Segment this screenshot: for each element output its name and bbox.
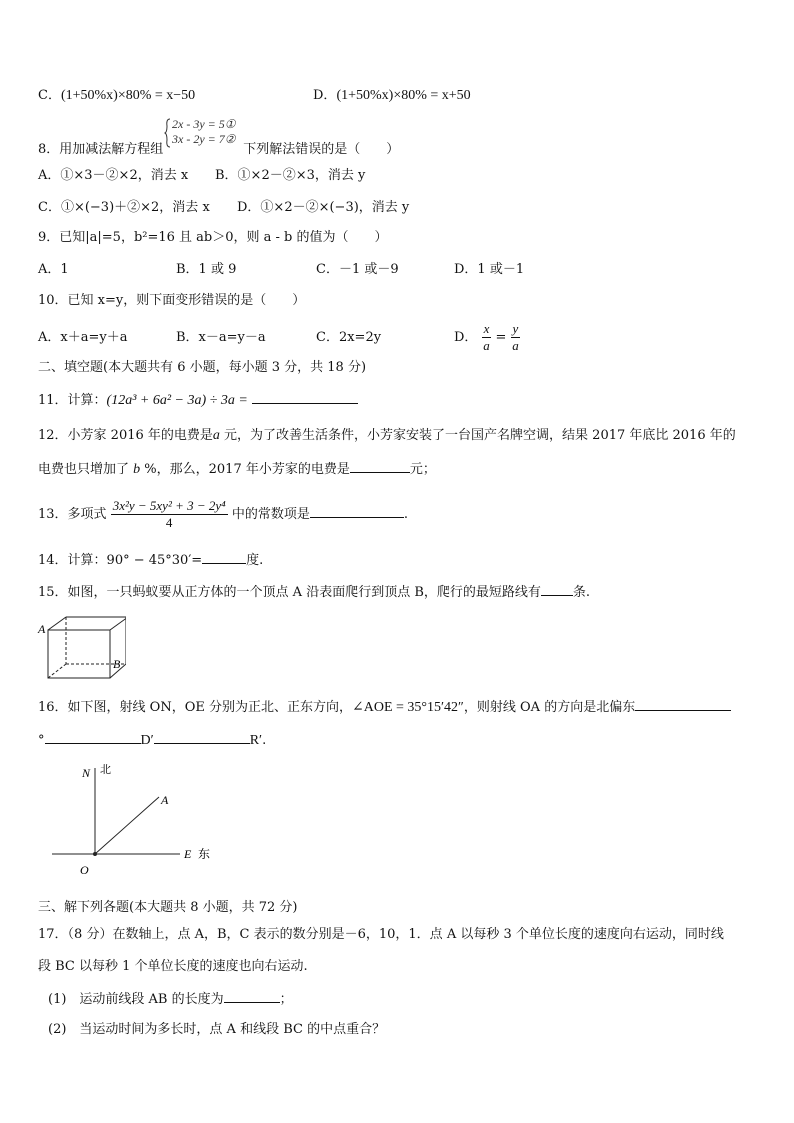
q9-option-c: C．－1 或－9 <box>316 262 399 277</box>
q8-option-c: C．①×(−3)＋②×2，消去 x <box>38 200 210 215</box>
cube-label-b: B <box>113 657 121 671</box>
q8-option-a: A．①×3－②×2，消去 x <box>38 168 189 183</box>
q11-expr: (12a³ + 6a² − 3a) ÷ 3a = <box>106 393 248 408</box>
q17-sub-2: (2) 当运动时间为多长时，点 A 和线段 BC 的中点重合？ <box>48 1022 386 1037</box>
q12-answer-blank[interactable] <box>350 459 410 473</box>
q16-degree-blank[interactable] <box>635 697 731 711</box>
q12-line-2: 电费也只增加了 b %，那么，2017 年小芳家的电费是 元； <box>38 459 436 479</box>
q8-question: 8．用加减法解方程组 下列解法错误的是（ ） <box>38 142 400 157</box>
q16-line-1: 16．如下图，射线 ON，OE 分别为正北、正东方向，∠AOE = 35°15′42″，则射线 OA 的方向是北偏东 <box>38 697 731 717</box>
q11-question: 11．计算：(12a³ + 6a² − 3a) ÷ 3a = <box>38 390 358 410</box>
q15-question: 15．如图，一只蚂蚁要从正方体的一个顶点 A 沿表面爬行到顶点 B，爬行的最短路线有 条. <box>38 582 590 602</box>
q10-option-d: D． $\frac{x}{a}$ = $\frac{y}{a}$ <box>454 321 519 353</box>
fig-label-n: N <box>82 766 91 780</box>
direction-figure <box>50 760 220 880</box>
section-2-heading: 二、填空题(本大题共有 6 小题，每小题 3 分，共 18 分) <box>38 360 367 375</box>
q9-option-d: D．1 或－1 <box>454 262 525 277</box>
q17-sub-1-blank[interactable] <box>224 989 280 1003</box>
fig-label-e: E <box>184 847 192 861</box>
q17-sub-1: (1) 运动前线段 AB 的长度为 ； <box>48 989 293 1009</box>
q8-option-b: B．①×2－②×3，消去 y <box>215 168 366 183</box>
q16-line-2: ° D′ R′. <box>38 730 266 750</box>
q12-line-1: 12．小芳家 2016 年的电费是a 元，为了改善生活条件，小芳家安装了一台国产名牌空调，结果 2017 年底比 2016 年的 <box>38 428 736 443</box>
q8-option-d: D．①×2－②×(−3)，消去 y <box>237 200 410 215</box>
q13-fraction: $\frac{\text{3x²y − 5xy² + 3 − 2y⁴}}{4}$ <box>112 498 226 530</box>
q7-option-d-expr: (1+50%x)×80% = x+50 <box>336 88 471 103</box>
q15-answer-blank[interactable] <box>541 582 573 596</box>
q9-question: 9．已知|a|=5，b²=16 且 ab＞0，则 a - b 的值为（ ） <box>38 230 388 245</box>
q8-equation-system: 2x - 3y = 5① 3x - 2y = 7② <box>172 118 236 145</box>
section-3-heading: 三、解下列各题(本大题共 8 小题，共 72 分) <box>38 900 298 915</box>
fig-label-east: 东 <box>198 847 211 861</box>
q9-option-a: A．1 <box>38 262 69 277</box>
q10-option-a: A．x＋a=y＋a <box>38 330 128 345</box>
q17-line-2: 段 BC 以每秒 1 个单位长度的速度也向右运动. <box>38 959 308 974</box>
cube-figure <box>36 614 126 684</box>
q17-line-1: 17．（8 分）在数轴上，点 A，B，C 表示的数分别是－6，10，1．点 A 以每秒 3 个单位长度的速度向右运动，同时线 <box>38 927 724 942</box>
q10-question: 10．已知 x=y，则下面变形错误的是（ ） <box>38 293 306 308</box>
q7-option-c: C．(1+50%x)×80% = x−50 <box>38 88 196 103</box>
q10-option-c: C．2x=2y <box>316 330 382 345</box>
fig-label-north: 北 <box>100 764 111 776</box>
q13-answer-blank[interactable] <box>310 504 404 518</box>
q7-option-d: D．(1+50%x)×80% = x+50 <box>313 88 471 103</box>
q10-fraction-left: $\frac{x}{a}$ <box>483 321 490 353</box>
fig-label-o: O <box>80 863 89 877</box>
fig-label-a: A <box>161 793 169 807</box>
q16-angle: ∠AOE = 35°15′42″ <box>352 700 464 715</box>
q11-answer-blank[interactable] <box>252 390 358 404</box>
q16-minute-blank[interactable] <box>45 730 141 744</box>
q10-fraction-right: $\frac{y}{a}$ <box>512 321 519 353</box>
q13-question: 13．多项式 $\frac{\text{3x²y − 5xy² + 3 − 2y⁴}}{4}$ 中的常数项是 . <box>38 498 408 530</box>
q16-second-blank[interactable] <box>154 730 250 744</box>
cube-label-a: A <box>38 622 46 636</box>
q14-question: 14．计算：90° − 45°30′= 度. <box>38 550 263 570</box>
q14-answer-blank[interactable] <box>202 550 246 564</box>
q10-option-b: B．x－a=y－a <box>176 330 266 345</box>
q7-option-c-expr: (1+50%x)×80% = x−50 <box>60 88 196 103</box>
q9-option-b: B．1 或 9 <box>176 262 237 277</box>
